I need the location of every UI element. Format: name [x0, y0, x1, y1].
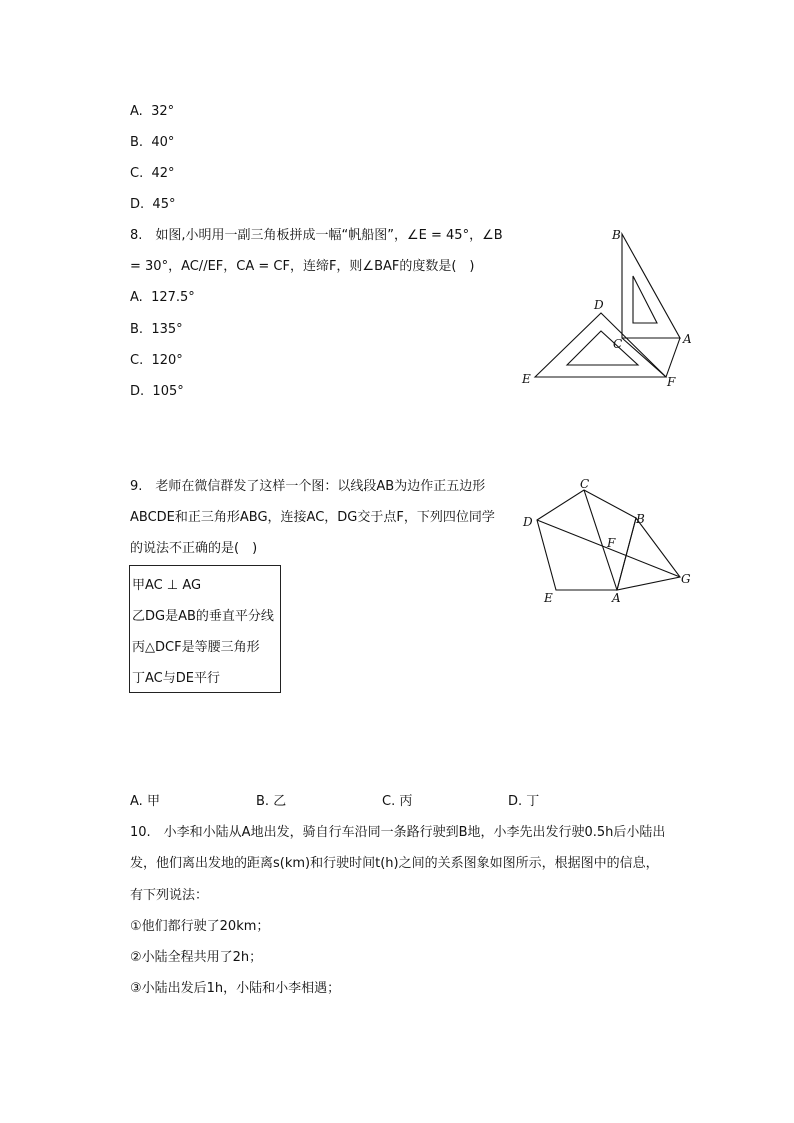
- q9-label-b: B: [636, 512, 645, 526]
- q9-label-e: E: [544, 591, 553, 605]
- q9-label-d: D: [523, 515, 533, 529]
- option-text: 105°: [152, 384, 184, 399]
- q10-item-1: ①他们都行驶了20km；: [130, 919, 270, 934]
- q9-stem-line3: 的说法不正确的是( ): [130, 541, 258, 556]
- q7-option-b: [130, 135, 174, 151]
- q9-equilateral-triangle: [617, 518, 680, 590]
- q8-option-a: [130, 290, 195, 306]
- q9-option-d: [508, 794, 539, 810]
- q8-option-b: [130, 322, 183, 338]
- q10-stem-line3: 有下列说法：: [130, 888, 209, 903]
- q8-label-f: F: [667, 375, 676, 389]
- q8-label-b: B: [612, 228, 621, 242]
- q7-option-a: [130, 104, 174, 120]
- q8-stem-line2: = 30°，AC//EF，CA = CF，连缔F，则∠BAF的度数是( ): [130, 259, 475, 274]
- option-label: B.: [256, 794, 270, 809]
- q8-label-a: A: [683, 332, 692, 346]
- q8-option-c: [130, 353, 183, 369]
- option-label: D.: [508, 794, 523, 809]
- option-label: B.: [130, 135, 144, 150]
- option-label: A.: [130, 794, 143, 809]
- option-label: A.: [130, 290, 143, 305]
- q8-stem-line1: 8. 如图,小明用一副三角板拼成一幅“帆船图”，∠E = 45°，∠B: [130, 228, 503, 243]
- q8-label-e: E: [522, 372, 531, 386]
- q9-label-a: A: [612, 591, 621, 605]
- option-text: 32°: [151, 104, 175, 119]
- q8-30-60-triangle: [622, 234, 680, 338]
- q9-statement-jia: 甲AC ⊥ AG: [132, 578, 202, 593]
- option-label: B.: [130, 322, 144, 337]
- option-label: C.: [382, 794, 396, 809]
- q8-30-60-inner: [633, 276, 657, 323]
- q10-stem-line1: 10. 小李和小陆从A地出发，骑自行车沿同一条路行驶到B地，小李先出发行驶0.5h后小陆出: [130, 825, 666, 840]
- q9-option-a: [130, 794, 160, 810]
- option-label: C.: [130, 353, 144, 368]
- q8-label-d: D: [594, 298, 604, 312]
- option-label: C.: [130, 166, 144, 181]
- q9-statement-yi: 乙DG是AB的垂直平分线: [132, 609, 274, 624]
- option-label: D.: [130, 384, 145, 399]
- q9-statement-bing: 丙△DCF是等腰三角形: [132, 640, 260, 655]
- q10-stem-line2: 发，他们离出发地的距离s(km)和行驶时间t(h)之间的关系图象如图所示，根据图中的信息，: [130, 856, 659, 871]
- q9-option-b: [256, 794, 286, 810]
- q9-label-f: F: [607, 536, 616, 550]
- q8-label-c: C: [613, 337, 623, 351]
- option-label: D.: [130, 197, 145, 212]
- q9-statements-box: [129, 565, 281, 693]
- option-text: 42°: [151, 166, 175, 181]
- option-text: 45°: [152, 197, 176, 212]
- q8-segment-af: [666, 338, 680, 377]
- q8-sailboat-figure: [510, 222, 700, 392]
- option-text: 甲: [146, 794, 160, 809]
- q8-option-d: [130, 384, 184, 400]
- q9-stem-line1: 9. 老师在微信群发了这样一个图：以线段AB为边作正五边形: [130, 479, 486, 494]
- q8-segment-cf: [622, 338, 666, 377]
- option-text: 丙: [399, 794, 413, 809]
- q9-pentagon-figure: [518, 474, 696, 606]
- q9-label-c: C: [580, 477, 590, 491]
- q9-statement-ding: 丁AC与DE平行: [132, 671, 220, 686]
- q9-stem-line2: ABCDE和正三角形ABG，连接AC，DG交于点F，下列四位同学: [130, 510, 495, 525]
- option-text: 丁: [526, 794, 540, 809]
- q9-label-g: G: [681, 572, 691, 586]
- q7-option-d: [130, 197, 175, 213]
- option-text: 120°: [151, 353, 183, 368]
- q7-option-c: [130, 166, 175, 182]
- option-text: 135°: [151, 322, 183, 337]
- q10-item-2: ②小陆全程共用了2h；: [130, 950, 263, 965]
- option-text: 乙: [273, 794, 287, 809]
- q10-item-3: ③小陆出发后1h，小陆和小李相遇；: [130, 981, 341, 996]
- option-text: 127.5°: [151, 290, 195, 305]
- q9-option-c: [382, 794, 412, 810]
- option-text: 40°: [151, 135, 175, 150]
- option-label: A.: [130, 104, 143, 119]
